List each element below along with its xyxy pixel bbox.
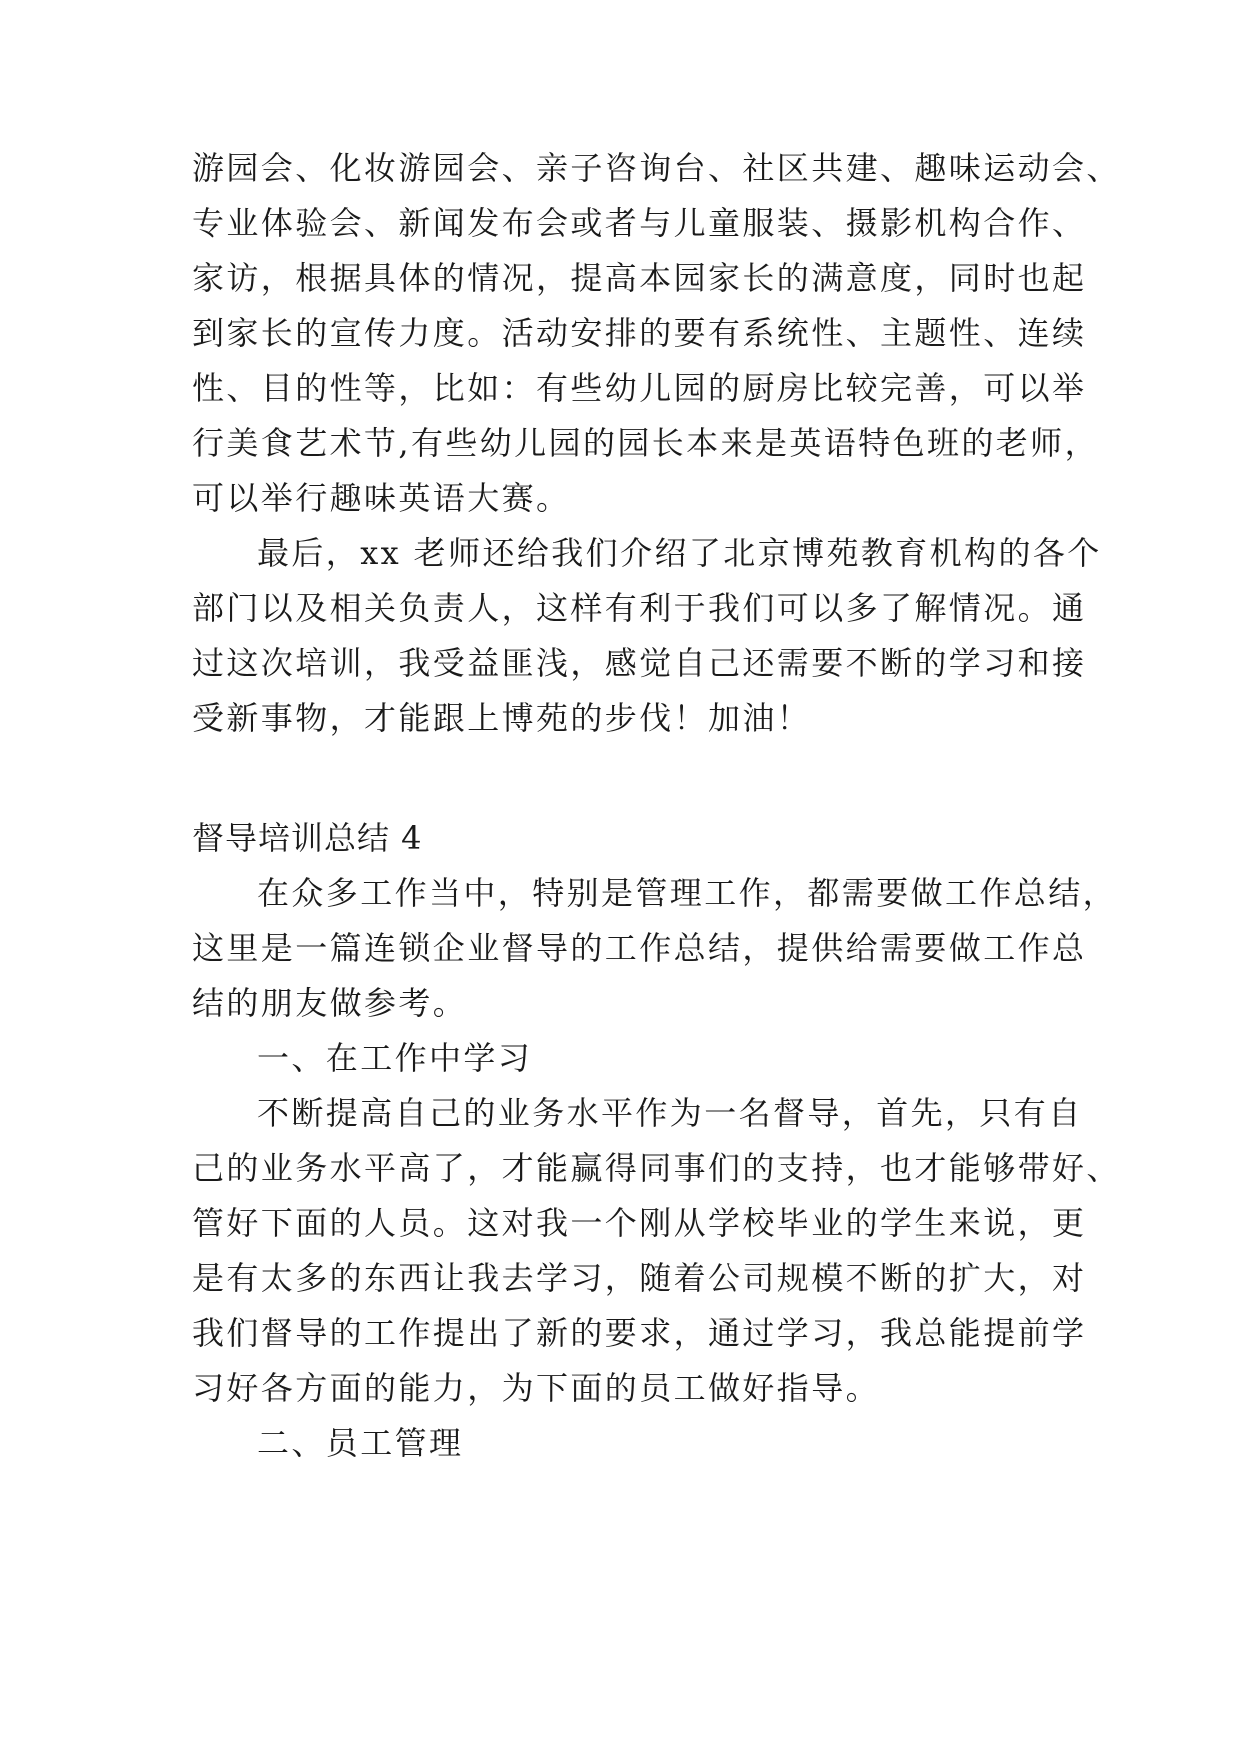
text-line: 过这次培训，我受益匪浅，感觉自己还需要不断的学习和接: [192, 644, 1087, 682]
text-line: 游园会、化妆游园会、亲子咨询台、社区共建、趣味运动会、: [192, 149, 1121, 187]
text-line: 己的业务水平高了，才能赢得同事们的支持，也才能够带好、: [192, 1149, 1121, 1187]
subheading-learning: 一、在工作中学习: [257, 1039, 533, 1077]
text-line: 最后，xx 老师还给我们介绍了北京博苑教育机构的各个: [257, 534, 1102, 572]
text-line: 这里是一篇连锁企业督导的工作总结，提供给需要做工作总: [192, 929, 1087, 967]
text-line: 家访，根据具体的情况，提高本园家长的满意度，同时也起: [192, 259, 1087, 297]
text-line: 行美食艺术节,有些幼儿园的园长本来是英语特色班的老师，: [192, 424, 1099, 462]
text-line: 可以举行趣味英语大赛。: [192, 479, 571, 517]
subheading-staff-management: 二、员工管理: [257, 1424, 464, 1462]
text-line: 结的朋友做参考。: [192, 984, 468, 1022]
text-line: 专业体验会、新闻发布会或者与儿童服装、摄影机构合作、: [192, 204, 1087, 242]
text-line: 我们督导的工作提出了新的要求，通过学习，我总能提前学: [192, 1314, 1087, 1352]
section-title: 督导培训总结 4: [192, 819, 423, 857]
text-line: 在众多工作当中，特别是管理工作，都需要做工作总结，: [257, 874, 1118, 912]
text-line: 到家长的宣传力度。活动安排的要有系统性、主题性、连续: [192, 314, 1087, 352]
text-line: 不断提高自己的业务水平作为一名督导，首先，只有自: [257, 1094, 1083, 1132]
text-line: 受新事物，才能跟上博苑的步伐！加油！: [192, 699, 812, 737]
text-line: 性、目的性等，比如：有些幼儿园的厨房比较完善，可以举: [192, 369, 1087, 407]
text-line: 是有太多的东西让我去学习，随着公司规模不断的扩大，对: [192, 1259, 1087, 1297]
text-line: 部门以及相关负责人，这样有利于我们可以多了解情况。通: [192, 589, 1087, 627]
text-line: 习好各方面的能力，为下面的员工做好指导。: [192, 1369, 881, 1407]
text-line: 管好下面的人员。这对我一个刚从学校毕业的学生来说，更: [192, 1204, 1087, 1242]
